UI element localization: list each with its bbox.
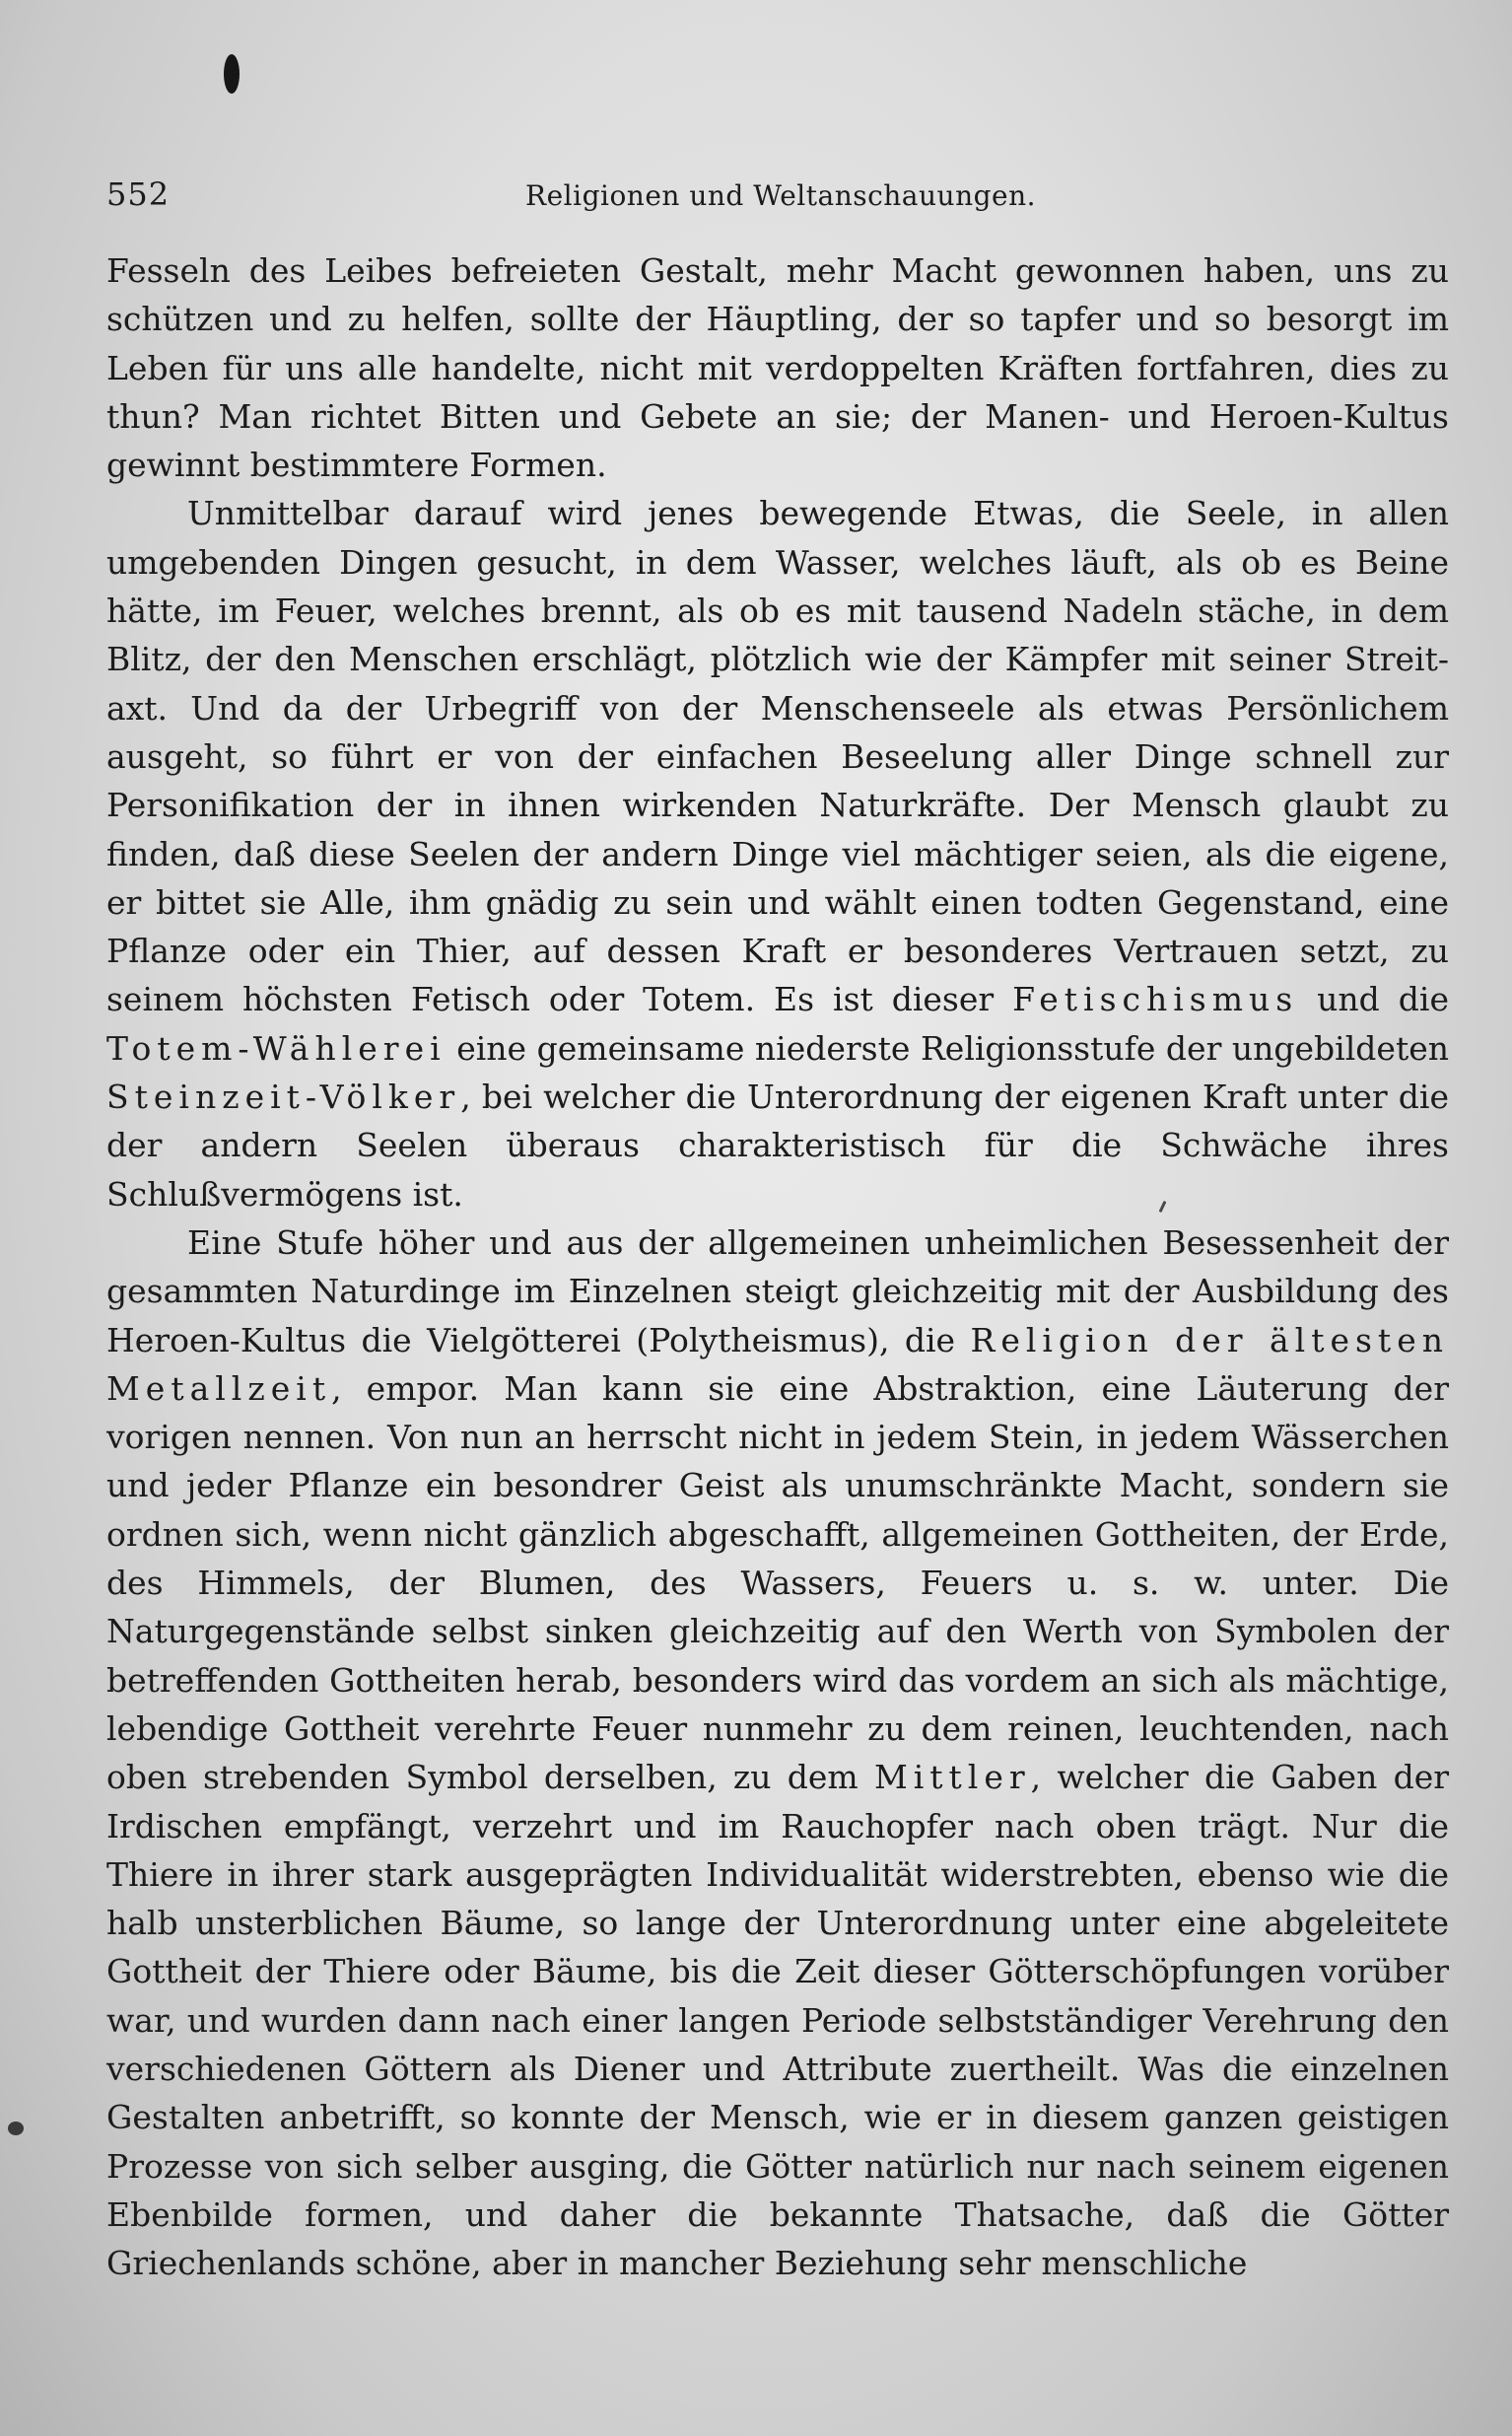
page-number: 552 [106, 175, 171, 213]
paragraph [106, 246, 1449, 489]
paragraph-text: , welcher die Gaben der Irdischen empfängt, verzehrt und im Rauchopfer nach oben trägt. Nur die Thiere in ihrer stark ausgeprägten Individualität widerstrebten, ebenso wie die halb unsterblichen Bäume, so lange der Unterordnung unter eine abgeleitete Gottheit der Thiere oder Bäume, bis die Zeit dieser Götterschöpfungen vorüber war, und wurden dann nach einer langen Periode selbstständiger Verehrung den verschiedenen Göttern als Diener und Attribute zuertheilt. Was die einzelnen Gestalten anbetrifft, so konnte der Mensch, wie er in diesem ganzen geistigen Prozesse von sich selber ausging, die Götter natürlich nur nach seinem eigenen Ebenbilde formen, und daher die bekannte Thatsache, daß die Götter Griechenlands schöne, aber in mancher Beziehung sehr menschliche [106, 1758, 1449, 2283]
paragraph-text: Fesseln des Leibes befreieten Gestalt, mehr Macht gewonnen haben, uns zu schützen und zu helfen, sollte der Häuptling, der so tapfer und so besorgt im Leben für uns alle handelte, nicht mit verdoppelten Kräften fortfahren, dies zu thun? Man richtet Bitten und Gebete an sie; der Manen- und Heroen-Kultus gewinnt bestimmtere Formen. [106, 251, 1449, 485]
paragraph-text: , empor. Man kann sie eine Abstraktion, eine Läuterung der vorigen nennen. Von nun an herrscht nicht in jedem Stein, in jedem Wässerchen und jeder Pflanze ein besondrer Geist als unumschränkte Macht, sondern sie ordnen sich, wenn nicht gänzlich abgeschafft, allgemeinen Gottheiten, der Erde, des Himmels, der Blumen, des Wassers, Feuers u. s. w. unter. Die Naturgegenstände selbst sinken gleichzeitig auf den Werth von Symbolen der betreffenden Gottheiten herab, besonders wird das vordem an sich als mächtige, lebendige Gottheit verehrte Feuer nunmehr zu dem reinen, leuchtenden, nach oben strebenden Symbol derselben, zu dem [106, 1368, 1449, 1797]
emphasized-text: Steinzeit-Völker [106, 1078, 461, 1117]
paragraph [106, 489, 1449, 1218]
paragraph-text: und die [1298, 980, 1449, 1019]
emphasized-text: Fetischismus [1012, 980, 1299, 1019]
body-text [106, 246, 1449, 2287]
page-header [106, 175, 1429, 223]
running-title: Religionen und Weltanschauungen. [525, 179, 1037, 212]
paragraph-text: , bei welcher die Unterordnung der eigenen Kraft unter die der andern Seelen überaus charakteristisch für die Schwäche ihres Schlußvermögens ist. [106, 1078, 1449, 1214]
paragraph-text: Unmittelbar darauf wird jenes bewegende Etwas, die Seele, in allen umgebenden Dingen gesucht, in dem Wasser, welches läuft, als ob es Beine hätte, im Feuer, welches brennt, als ob es mit tausend Nadeln stäche, in dem Blitz, der den Menschen erschlägt, plötzlich wie der Kämpfer mit seiner Streit-axt. Und da der Urbegriff von der Menschenseele als etwas Persönlichem ausgeht, so führt er von der einfachen Beseelung aller Dinge schnell zur Personifikation der in ihnen wirkenden Naturkräfte. Der Mensch glaubt zu finden, daß diese Seelen der andern Dinge viel mächtiger seien, als die eigene, er bittet sie Alle, ihm gnädig zu sein und wählt einen todten Gegenstand, eine Pflanze oder ein Thier, auf dessen Kraft er besonderes Vertrauen setzt, zu seinem höchsten Fetisch oder Totem. Es ist dieser [106, 494, 1449, 1019]
emphasized-text: Mittler [873, 1758, 1031, 1797]
ink-blot [224, 54, 240, 94]
paragraph-text: Eine Stufe höher und aus der allgemeinen unheimlichen Besessenheit der gesammten Naturdinge im Einzelnen steigt gleichzeitig mit der Ausbildung des Heroen-Kultus die Vielgötterei (Polytheismus), die [106, 1222, 1449, 1359]
paragraph [106, 1218, 1449, 2288]
ink-blot [8, 2122, 24, 2135]
emphasized-text: Totem-Wählerei [106, 1028, 447, 1068]
emphasized-text: Religion der ältesten Metallzeit [106, 1320, 1449, 1408]
paragraph-text: eine gemeinsame niederste Religionsstufe der ungebildeten [446, 1028, 1449, 1068]
